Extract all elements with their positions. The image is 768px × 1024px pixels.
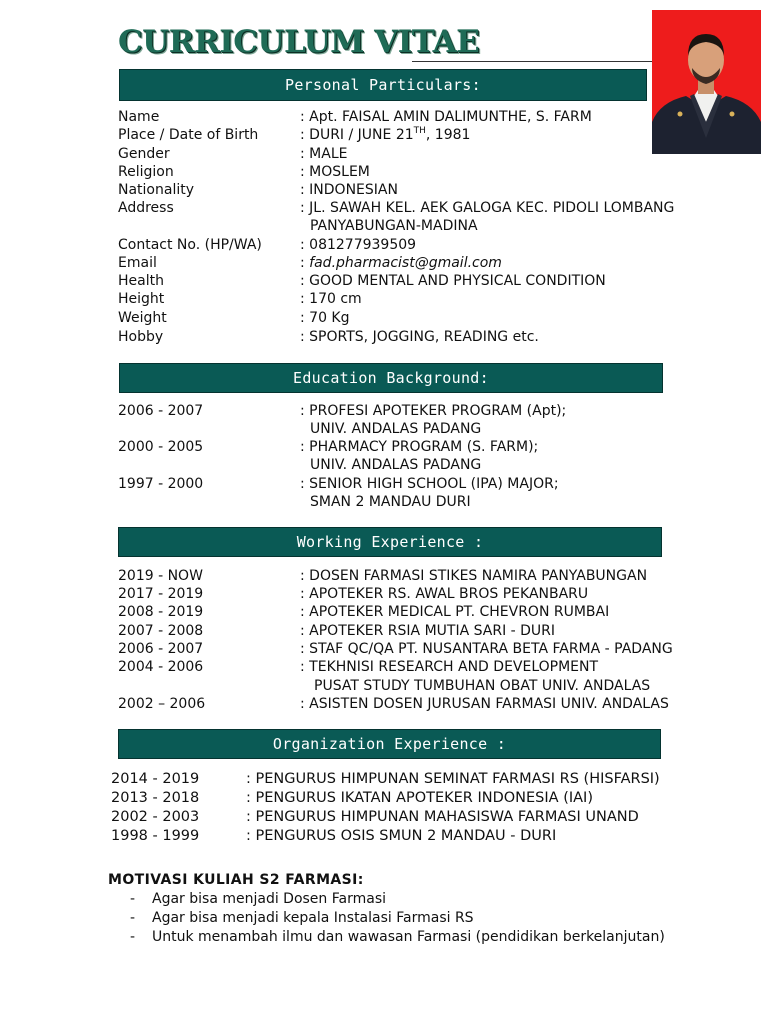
personal-row-religion (0, 163, 760, 181)
working-years: 2004 - 2006 (118, 659, 204, 675)
working-row (0, 567, 760, 585)
field-value: : JL. SAWAH KEL. AEK GALOGA KEC. PIDOLI LOMBANG (300, 200, 675, 216)
field-value: : GOOD MENTAL AND PHYSICAL CONDITION (300, 273, 606, 289)
education-row-cont (0, 420, 760, 438)
motivation-item (130, 909, 474, 927)
education-row (0, 402, 760, 420)
section-banner-working: Working Experience : (118, 527, 662, 557)
field-value: : 081277939509 (300, 237, 417, 253)
organization-text: : PENGURUS IKATAN APOTEKER INDONESIA (IAI) (246, 790, 593, 806)
working-years: 2002 – 2006 (118, 696, 206, 712)
working-text: : STAF QC/QA PT. NUSANTARA BETA FARMA - PADANG (300, 641, 673, 657)
field-label: Nationality (118, 182, 195, 198)
education-text: : SENIOR HIGH SCHOOL (IPA) MAJOR; (300, 476, 559, 492)
education-text: : PROFESI APOTEKER PROGRAM (Apt); (300, 403, 567, 419)
working-text: : ASISTEN DOSEN JURUSAN FARMASI UNIV. ANDALAS (300, 696, 669, 712)
field-label: Gender (118, 146, 170, 162)
page-title: CURRICULUM VITAE (118, 24, 480, 60)
working-text: : TEKHNISI RESEARCH AND DEVELOPMENT (300, 659, 599, 675)
section-banner-personal: Personal Particulars: (119, 69, 647, 101)
organization-row (0, 808, 760, 826)
personal-row-birth (0, 126, 760, 144)
education-years: 1997 - 2000 (118, 476, 204, 492)
working-years: 2017 - 2019 (118, 586, 204, 602)
education-row (0, 475, 760, 493)
field-label: Weight (118, 310, 167, 326)
field-label: Height (118, 291, 165, 307)
field-value: : MOSLEM (300, 164, 370, 180)
motivation-item (130, 928, 665, 946)
field-label: Hobby (118, 329, 164, 345)
section-banner-organization: Organization Experience : (118, 729, 661, 759)
field-value: : 170 cm (300, 291, 362, 307)
personal-row-height (0, 290, 760, 308)
birth-year-text: , 1981 (425, 127, 471, 143)
organization-years: 2013 - 2018 (111, 790, 200, 806)
bullet-dash: - (130, 891, 136, 907)
motivation-text: Untuk menambah ilmu dan wawasan Farmasi (pendidikan berkelanjutan) (152, 929, 665, 945)
field-label: Name (118, 109, 160, 125)
field-label: Place / Date of Birth (118, 127, 259, 143)
personal-row-address-cont (0, 217, 760, 235)
motivation-item (130, 890, 386, 908)
personal-row-name (0, 108, 760, 126)
personal-row-nationality (0, 181, 760, 199)
organization-years: 2002 - 2003 (111, 809, 200, 825)
field-value: : MALE (300, 146, 348, 162)
field-value: : SPORTS, JOGGING, READING etc. (300, 329, 539, 345)
field-label: Contact No. (HP/WA) (118, 237, 262, 253)
working-text: : DOSEN FARMASI STIKES NAMIRA PANYABUNGAN (300, 568, 648, 584)
organization-text: : PENGURUS HIMPUNAN SEMINAT FARMASI RS (HISFARSI) (246, 771, 660, 787)
organization-row (0, 789, 760, 807)
field-label: Email (118, 255, 157, 271)
field-label: Religion (118, 164, 174, 180)
education-row (0, 438, 760, 456)
working-text: : APOTEKER RS. AWAL BROS PEKANBARU (300, 586, 589, 602)
working-row (0, 585, 760, 603)
personal-row-hobby (0, 328, 760, 346)
education-text: : PHARMACY PROGRAM (S. FARM); (300, 439, 539, 455)
field-value: PANYABUNGAN-MADINA (310, 218, 478, 234)
education-row-cont (0, 456, 760, 474)
working-text: PUSAT STUDY TUMBUHAN OBAT UNIV. ANDALAS (314, 678, 651, 694)
working-row (0, 640, 760, 658)
education-years: 2000 - 2005 (118, 439, 204, 455)
field-value (300, 126, 470, 144)
education-text: UNIV. ANDALAS PADANG (310, 457, 482, 473)
personal-row-health (0, 272, 760, 290)
bullet-dash: - (130, 929, 136, 945)
working-row-cont (0, 677, 760, 695)
birth-date-suffix: TH (413, 126, 426, 136)
organization-text: : PENGURUS HIMPUNAN MAHASISWA FARMASI UNAND (246, 809, 639, 825)
email-colon: : (300, 255, 310, 271)
personal-row-address (0, 199, 760, 217)
personal-row-email (0, 254, 760, 272)
motivation-text: Agar bisa menjadi kepala Instalasi Farmasi RS (152, 910, 474, 926)
email-link[interactable]: fad.pharmacist@gmail.com (309, 255, 502, 271)
organization-row (0, 827, 760, 845)
education-years: 2006 - 2007 (118, 403, 204, 419)
field-value: : 70 Kg (300, 310, 350, 326)
working-years: 2008 - 2019 (118, 604, 204, 620)
personal-row-weight (0, 309, 760, 327)
working-text: : APOTEKER MEDICAL PT. CHEVRON RUMBAI (300, 604, 610, 620)
working-years: 2019 - NOW (118, 568, 203, 584)
field-label: Address (118, 200, 174, 216)
working-row (0, 695, 760, 713)
field-value: : INDONESIAN (300, 182, 398, 198)
motivation-heading: MOTIVASI KULIAH S2 FARMASI: (108, 872, 364, 888)
organization-years: 2014 - 2019 (111, 771, 200, 787)
organization-years: 1998 - 1999 (111, 828, 200, 844)
working-text: : APOTEKER RSIA MUTIA SARI - DURI (300, 623, 556, 639)
organization-text: : PENGURUS OSIS SMUN 2 MANDAU - DURI (246, 828, 557, 844)
organization-row (0, 770, 760, 788)
working-row (0, 603, 760, 621)
personal-row-contact (0, 236, 760, 254)
working-years: 2006 - 2007 (118, 641, 204, 657)
working-row (0, 622, 760, 640)
education-text: UNIV. ANDALAS PADANG (310, 421, 482, 437)
bullet-dash: - (130, 910, 136, 926)
working-years: 2007 - 2008 (118, 623, 204, 639)
field-label: Health (118, 273, 164, 289)
motivation-text: Agar bisa menjadi Dosen Farmasi (152, 891, 387, 907)
working-row (0, 658, 760, 676)
education-text: SMAN 2 MANDAU DURI (310, 494, 471, 510)
birth-date-text: : DURI / JUNE 21 (300, 127, 414, 143)
title-rule (412, 61, 652, 62)
field-value: : Apt. FAISAL AMIN DALIMUNTHE, S. FARM (300, 109, 592, 125)
education-row-cont (0, 493, 760, 511)
field-value (300, 254, 502, 272)
personal-row-gender (0, 145, 760, 163)
section-banner-education: Education Background: (119, 363, 663, 393)
